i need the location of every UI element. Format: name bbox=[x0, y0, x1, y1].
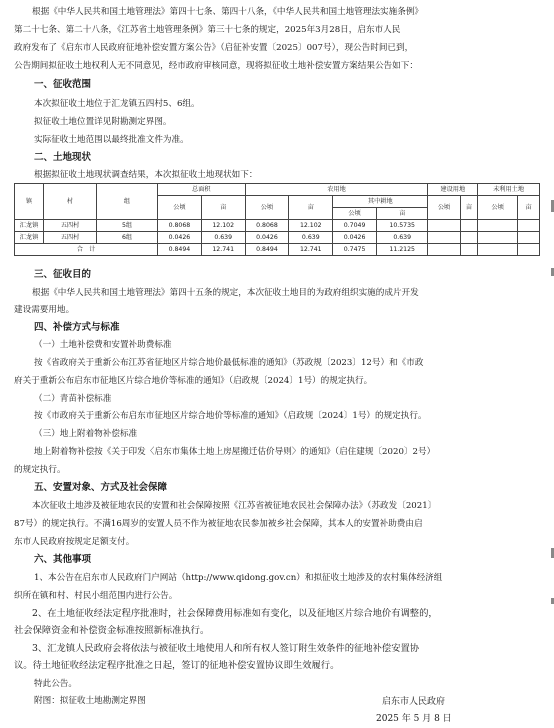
cell: 12.741 bbox=[289, 244, 333, 256]
table-row bbox=[15, 220, 540, 232]
cell: 0.0426 bbox=[245, 232, 289, 244]
cell: 6组 bbox=[97, 232, 158, 244]
other-line-6: 议。待土地征收经法定程序批准之日起，签订的征地补偿安置协议即生效履行。 bbox=[14, 660, 340, 671]
th-village: 村 bbox=[44, 184, 97, 220]
comp-line-4: 地上附着物补偿按《关于印发〈启东市集体土地上房屋搬迁估价导则〉的通知》（启住建规〔2020〕2号） bbox=[34, 447, 436, 457]
cell: 0.7049 bbox=[333, 220, 377, 232]
cell: 汇龙镇 bbox=[15, 220, 44, 232]
th-unit: 亩 bbox=[289, 196, 333, 220]
section-heading-2: 二、土地现状 bbox=[34, 152, 92, 163]
cell: 12.102 bbox=[289, 220, 333, 232]
intro-line-1: 根据《中华人民共和国土地管理法》第四十七条、第四十八条，《中华人民共和国土地管理法实施条例》 bbox=[32, 7, 424, 17]
cell: 12.741 bbox=[201, 244, 245, 256]
cell bbox=[478, 220, 518, 232]
th-construction: 建设用地 bbox=[428, 184, 478, 196]
cell: 10.5735 bbox=[376, 220, 427, 232]
section-heading-5: 五、安置对象、方式及社会保障 bbox=[34, 482, 168, 493]
other-line-4: 社会保障资金和补偿资金标准按照新标准执行。 bbox=[14, 625, 210, 636]
th-unit: 公顷 bbox=[428, 196, 460, 220]
cell: 0.639 bbox=[201, 232, 245, 244]
intro-line-2: 第二十七条、第二十八条，《江苏省土地管理条例》第三十七条的规定，2025年3月28日，启东市人民 bbox=[14, 25, 401, 35]
cell: 五四村 bbox=[44, 232, 97, 244]
cell bbox=[428, 232, 460, 244]
cell bbox=[478, 244, 518, 256]
cell: 0.8494 bbox=[158, 244, 202, 256]
resettle-line-1: 本次征收土地涉及被征地农民的安置和社会保障按照《江苏省被征地农民社会保障办法》（苏政发〔2021〕 bbox=[32, 501, 437, 511]
comp-line-2: 府关于重新公布启东市征地区片综合地价等标准的通知》（启政规〔2024〕1号）的规定执行。 bbox=[14, 376, 373, 386]
comp-line-3: 按《市政府关于重新公布启东市征地区片综合地价等标准的通知》（启政规〔2024〕1号）的规定执行。 bbox=[34, 411, 427, 421]
comp-sub-1: （一）土地补偿费和安置补助费标准 bbox=[34, 340, 172, 350]
th-unit: 亩 bbox=[518, 196, 540, 220]
comp-line-5: 的规定执行。 bbox=[14, 465, 66, 475]
scope-line-3: 实际征收土地范围以最终批准文件为准。 bbox=[34, 135, 189, 145]
cell bbox=[460, 232, 477, 244]
th-farmland: 农用地 bbox=[245, 184, 428, 196]
resettle-line-3: 东市人民政府按规定足额支付。 bbox=[14, 537, 135, 547]
cell: 0.0426 bbox=[333, 232, 377, 244]
th-unit: 公顷 bbox=[333, 208, 377, 220]
purpose-line-2: 建设需要用地。 bbox=[14, 305, 75, 315]
th-unit: 亩 bbox=[460, 196, 477, 220]
cell: 汇龙镇 bbox=[15, 232, 44, 244]
land-status-table bbox=[14, 183, 540, 256]
intro-line-4: 公告期间拟征收土地权利人无不同意见，经市政府审核同意，现将拟征收土地补偿安置方案结果公告如下： bbox=[14, 61, 418, 71]
cell bbox=[518, 220, 540, 232]
cell bbox=[428, 244, 460, 256]
cell: 五四村 bbox=[44, 220, 97, 232]
cell bbox=[428, 220, 460, 232]
scope-line-1: 本次拟征收土地位于汇龙镇五四村5、6组。 bbox=[34, 99, 200, 109]
comp-line-1: 按《省政府关于重新公布江苏省征地区片综合地价最低标准的通知》（苏政规〔2023〕12号）和《市政 bbox=[34, 358, 424, 368]
issuer-name: 启东市人民政府 bbox=[382, 697, 446, 707]
th-unit: 公顷 bbox=[245, 196, 289, 220]
total-label: 合 计 bbox=[15, 244, 158, 256]
section-heading-1: 一、征收范围 bbox=[34, 79, 92, 90]
cell bbox=[460, 220, 477, 232]
th-unit: 公顷 bbox=[158, 196, 202, 220]
resettle-line-2: 87号）的规定执行。不满16周岁的安置人员不作为被征地农民参加被乡社会保障，其本人的安置补助费由启 bbox=[14, 519, 423, 529]
th-town: 镇 bbox=[15, 184, 44, 220]
th-total-area: 总面积 bbox=[158, 184, 246, 196]
th-unused: 未利用土地 bbox=[478, 184, 540, 196]
th-unit: 亩 bbox=[201, 196, 245, 220]
comp-sub-3: （三）地上附着物补偿标准 bbox=[34, 429, 138, 439]
comp-sub-2: （二）青苗补偿标准 bbox=[34, 394, 112, 404]
cell bbox=[478, 232, 518, 244]
other-line-5: 3、汇龙镇人民政府会将依法与被征收土地使用人和所有权人签订附生效条件的征地补偿安置协 bbox=[32, 643, 420, 654]
cell: 0.639 bbox=[376, 232, 427, 244]
closing-line: 特此公告。 bbox=[34, 679, 77, 689]
th-unit: 公顷 bbox=[478, 196, 518, 220]
table-row bbox=[15, 232, 540, 244]
th-unit: 亩 bbox=[376, 208, 427, 220]
cell bbox=[460, 244, 477, 256]
th-group: 组 bbox=[97, 184, 158, 220]
status-intro: 根据拟征收土地现状调查结果，本次拟征收土地现状如下： bbox=[34, 170, 258, 180]
other-line-3: 2、在土地征收经法定程序批准时，社会保障费用标准如有变化，以及征地区片综合地价有调整的， bbox=[32, 608, 438, 619]
issue-date: 2025 年 5 月 8 日 bbox=[376, 714, 452, 724]
scope-line-2: 拟征收土地位置详见附勘测定界图。 bbox=[34, 117, 172, 127]
cell bbox=[518, 244, 540, 256]
other-line-2: 织所在镇和村、村民小组范围内进行公告。 bbox=[14, 591, 178, 601]
section-heading-4: 四、补偿方式与标准 bbox=[34, 322, 120, 333]
section-heading-3: 三、征收目的 bbox=[34, 269, 92, 280]
intro-line-3: 政府发布了《启东市人民政府征地补偿安置方案公告》（启征补安置〔2025〕007号），现公告时间已到， bbox=[14, 43, 414, 53]
cell: 0.0426 bbox=[158, 232, 202, 244]
cell: 0.8494 bbox=[245, 244, 289, 256]
cell: 0.8068 bbox=[158, 220, 202, 232]
th-arable: 其中耕地 bbox=[333, 196, 428, 208]
cell: 0.7475 bbox=[333, 244, 377, 256]
purpose-line-1: 根据《中华人民共和国土地管理法》第四十五条的规定，本次征收土地目的为政府组织实施的成片开发 bbox=[32, 288, 419, 298]
cell: 0.8068 bbox=[245, 220, 289, 232]
cell: 11.2125 bbox=[376, 244, 427, 256]
cell: 12.102 bbox=[201, 220, 245, 232]
attachment-line: 附图：拟征收土地勘测定界图 bbox=[34, 696, 146, 706]
cell: 5组 bbox=[97, 220, 158, 232]
other-line-1: 1、本公告在启东市人民政府门户网站（http://www.qidong.gov.cn）和拟征收土地涉及的农村集体经济组 bbox=[34, 573, 443, 583]
cell bbox=[518, 232, 540, 244]
table-total-row bbox=[15, 244, 540, 256]
section-heading-6: 六、其他事项 bbox=[34, 554, 92, 565]
cell: 0.639 bbox=[289, 232, 333, 244]
